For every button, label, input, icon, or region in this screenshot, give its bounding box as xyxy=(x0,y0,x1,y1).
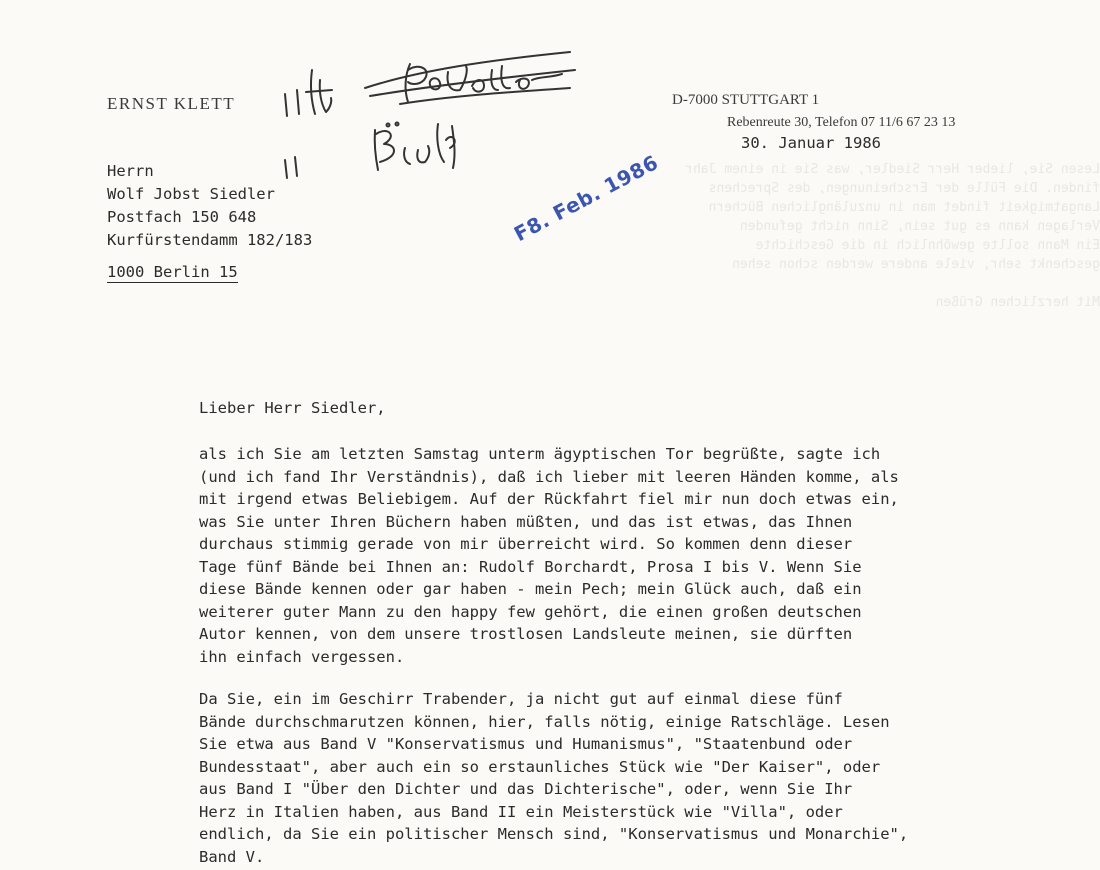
recipient-line: Wolf Jobst Siedler xyxy=(107,185,275,203)
text-line: endlich, da Sie ein politischer Mensch sind, "Konservatismus und Monarchie", xyxy=(199,825,909,843)
text-line: mit irgend etwas Beliebigem. Auf der Rückfahrt fiel mir nun doch etwas ein, xyxy=(199,490,899,508)
text-line: diese Bände kennen oder gar haben - mein Pech; mein Glück auch, daß ein xyxy=(199,580,862,598)
recipient-address xyxy=(107,160,312,284)
text-line: Herz in Italien haben, aus Band II ein Meisterstück wie "Villa", oder xyxy=(199,802,843,821)
letterhead-sender-name: ERNST KLETT xyxy=(107,94,236,113)
text-line: durchaus stimmig gerade von mir überreicht wird. So kommen denn dieser xyxy=(199,535,853,553)
text-line: Bundesstaat", aber auch ein so erstaunliches Stück wie "Der Kaiser", oder xyxy=(199,757,881,776)
letterhead-city: D-7000 STUTTGART 1 xyxy=(672,92,820,108)
text-line: (und ich fand Ihr Verständnis), daß ich lieber mit leeren Händen komme, als xyxy=(199,467,899,486)
text-line: als ich Sie am letzten Samstag unterm ägyptischen Tor begrüßte, sagte ich xyxy=(199,445,881,463)
recipient-line: Herrn xyxy=(107,162,154,180)
text-line: aus Band I "Über den Dichter und das Dichterische", oder, wenn Sie Ihr xyxy=(199,780,853,798)
text-line: Sie etwa aus Band V "Konservatismus und Humanismus", "Staatenbund oder xyxy=(199,735,853,753)
letterhead-address: Rebenreute 30, Telefon 07 11/6 67 23 13 xyxy=(727,115,956,130)
bleed-through-text: Lesen Sie, lieber Herr Siedler, was Sie in einem Jahr finden. Die Fülle der Erscheinungen, des Sprechens Langatmigkeit findet man in unzulänglichen Büchern Verlagen kann es gut sein, Sinn nicht gefunden Ein Mann sollte gewöhnlich in die Geschichte geschenkt sehr, viele andere werden schon sehen Mit herzlichen Grüßen xyxy=(685,162,1100,310)
letter-date: 30. Januar 1986 xyxy=(741,134,881,152)
received-date-stamp: F8. Feb. 1986 xyxy=(510,150,663,247)
text-line: Band V. xyxy=(199,847,265,866)
text-line: Autor kennen, von dem unsere trostlosen Landsleute meinen, sie dürften xyxy=(199,625,853,643)
handwritten-annotation xyxy=(270,30,590,180)
recipient-line: Postfach 150 648 xyxy=(107,208,257,226)
salutation: Lieber Herr Siedler, xyxy=(199,399,386,417)
recipient-city: 1000 Berlin 15 xyxy=(107,263,238,281)
text-line: was Sie unter Ihren Büchern haben müßten, und das ist etwas, das Ihnen xyxy=(199,512,853,531)
body-paragraph-2 xyxy=(199,688,1079,868)
recipient-line: Kurfürstendamm 182/183 xyxy=(107,231,313,249)
text-line: weiterer guter Mann zu den happy few gehört, die einen großen deutschen xyxy=(199,602,862,621)
body-paragraph-1 xyxy=(199,443,1079,668)
text-line: Tage fünf Bände bei Ihnen an: Rudolf Borchardt, Prosa I bis V. Wenn Sie xyxy=(199,557,862,576)
text-line: Da Sie, ein im Geschirr Trabender, ja nicht gut auf einmal diese fünf xyxy=(199,690,843,708)
text-line: Bände durchschmarutzen können, hier, falls nötig, einige Ratschläge. Lesen xyxy=(199,712,890,731)
text-line: ihn einfach vergessen. xyxy=(199,647,405,666)
